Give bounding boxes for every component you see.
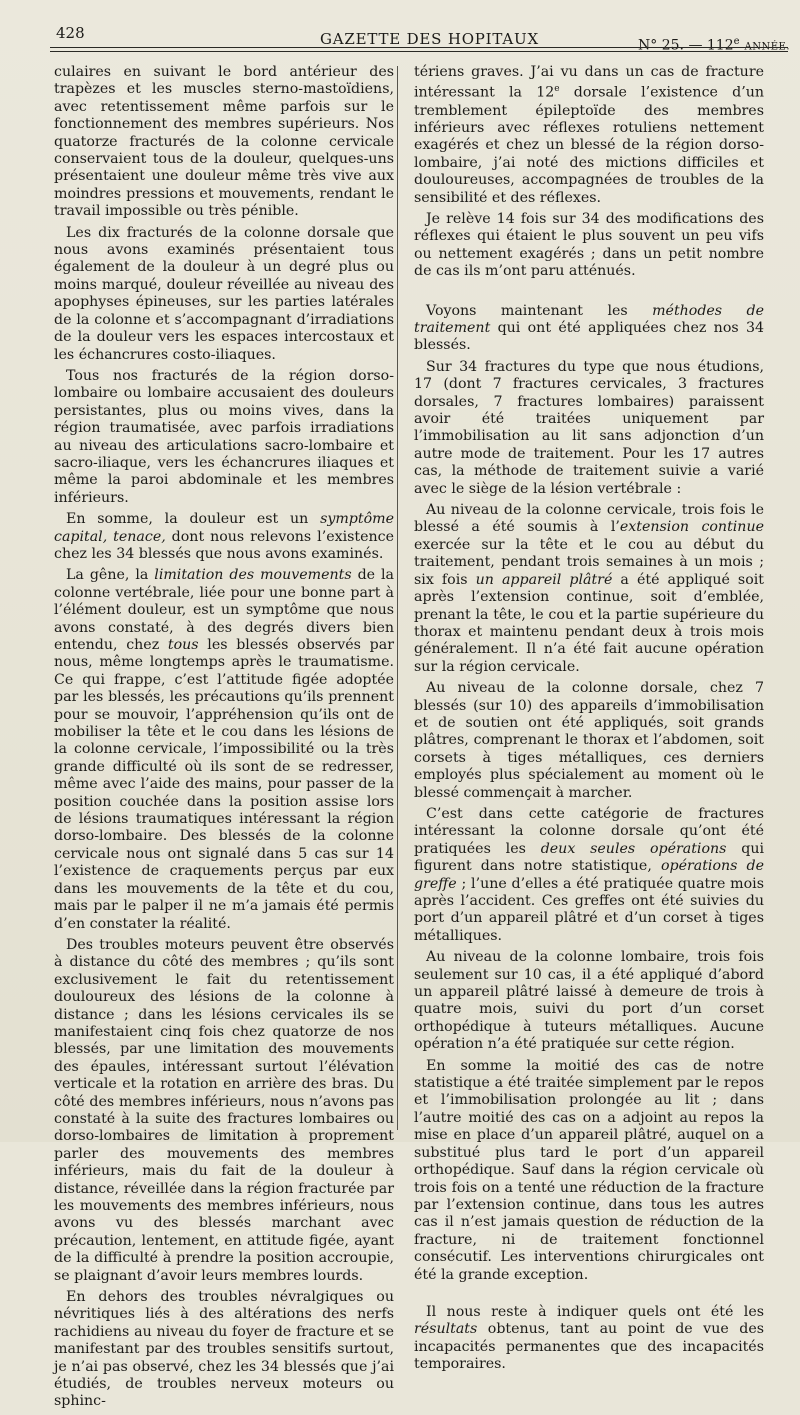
- italic-phrase: symptôme capital, tenace,: [54, 511, 394, 545]
- text-run: Au niveau de la colonne dorsale, chez 7 blessés (sur 10) des appareils d’immobilisation et de soutien ont été appliqués, soit grands plâtres, comprenant le thorax et l’abdomen, soit corsets à tiges métalliques, ces derniers employés plus spécialement au moment où le blessé commençait à marcher.: [414, 680, 764, 801]
- text-run: les blessés observés par nous, même longtemps après le traumatisme. Ce qui frappe, c’est l’attitude figée adoptée par les blessés, les précautions qu’ils prennent pour se mouvoir, l’appréhension qu’ils ont de mobiliser la tête et le cou dans les lésions de la colonne cervicale, l’impossibilité ou la très grande difficulté où ils sont de se redresser, même avec l’aide des mains, pour passer de la position couchée dans la position assise lors de lésions traumatiques intéressant la région dorso-lombaire. Des blessés de la colonne cervicale nous ont signalé dans 5 cas sur 14 l’existence de craquements perçus par eux dans les mouvements de la tête et du cou, mais par le palper il ne m’a jamais été permis d’en constater la réalité.: [54, 637, 394, 932]
- right-paragraph-9: [414, 1058, 764, 1284]
- italic-phrase: résultats: [414, 1321, 478, 1338]
- italic-phrase: deux seules opérations: [540, 840, 727, 857]
- italic-phrase: un appareil plâtré: [475, 571, 613, 588]
- left-column: [54, 64, 394, 1415]
- italic-phrase: tous: [167, 637, 199, 653]
- header-rule-thick: [50, 47, 788, 48]
- text-run: Je relève 14 fois sur 34 des modifications des réflexes qui étaient le plus souvent un peu vifs ou nettement exagérés ; dans un petit nombre de cas ils m’ont paru atténués.: [414, 210, 764, 280]
- italic-phrase: opérations de greffe: [414, 858, 764, 892]
- left-paragraph-5: [54, 567, 394, 933]
- text-run: a été appliqué soit après l’extension continue, soit d’emblée, prenant la tête, le cou et la partie supérieure du thorax et maintenu pendant deux à trois mois généralement. Il n’a été fait aucune opération sur la région cervicale.: [414, 571, 764, 675]
- italic-phrase: limitation des mouvements: [154, 567, 352, 584]
- text-run: exercée sur la tête et le cou au début du traitement, pendant trois semaines à un mois ; six fois: [414, 536, 764, 588]
- right-paragraph-2: [414, 211, 764, 281]
- text-run: C’est dans cette catégorie de fractures intéressant la colonne dorsale qu’ont été pratiquées les: [414, 805, 764, 857]
- text-run: qui figurent dans notre statistique,: [414, 840, 765, 875]
- right-paragraph-4: [414, 359, 764, 498]
- right-paragraph-10: [414, 1304, 764, 1374]
- left-paragraph-7: [54, 1289, 394, 1411]
- left-paragraph-2: [54, 225, 394, 364]
- page-number: 428: [56, 24, 85, 42]
- left-paragraph-4: [54, 511, 394, 563]
- text-run: de la colonne vertébrale, liée pour une bonne part à l’élément douleur, est un symptôme que nous avons constaté, à des degrés divers bien entendu, chez: [54, 567, 394, 653]
- text-run: ; l’une d’elles a été pratiquée quatre mois après l’accident. Ces greffes ont été suivies du port d’un appareil plâtré et d’un corset à tiges métalliques.: [414, 875, 764, 944]
- text-run: Les dix fracturés de la colonne dorsale que nous avons examinés présentaient tous également de la douleur à un degré plus ou moins marqué, douleur réveillée au niveau des apophyses épineuses, sur les parties latérales de la colonne et s’accompagnant d’irradiations de la douleur vers les espaces intercostaux et les échancrures costo-iliaques.: [54, 224, 394, 363]
- text-run: dorsale l’existence d’un tremblement épileptoïde des membres inférieurs avec réflexes rotuliens nettement exagérés et chez un blessé de la région dorso-lombaire, j’ai noté des mictions difficiles et douloureuses, accompagnées de troubles de la sensibilité et des réflexes.: [414, 85, 764, 206]
- right-paragraph-7: [414, 806, 764, 945]
- right-paragraph-5: [414, 502, 764, 676]
- superscript: e: [554, 84, 560, 95]
- issue-ordinal: e: [733, 36, 741, 47]
- text-run: En somme, la douleur est un: [66, 511, 321, 528]
- italic-phrase: extension continue: [619, 519, 764, 536]
- text-run: qui ont été appliquées chez nos 34 blessés.: [414, 320, 764, 354]
- left-paragraph-6: [54, 937, 394, 1285]
- right-paragraph-8: [414, 949, 764, 1053]
- right-paragraph-1: [414, 64, 764, 207]
- italic-phrase: méthodes de traitement: [414, 302, 764, 337]
- text-run: Voyons maintenant les: [426, 302, 653, 319]
- text-run: Tous nos fracturés de la région dorso-lombaire ou lombaire accusaient des douleurs persistantes, plus ou moins vives, dans la région traumatisée, avec parfois irradiations au niveau des articulations sacro-lombaire et sacro-iliaque, vers les échancrures iliaques et même la paroi abdominale et les membres inférieurs.: [54, 367, 394, 506]
- text-run: Au niveau de la colonne cervicale, trois fois le blessé a été soumis à l’: [414, 502, 764, 536]
- text-run: En somme la moitié des cas de notre statistique a été traitée simplement par le repos et l’immobilisation prolongée au lit ; dans l’autre moitié des cas on a adjoint au repos la mise en place d’un appareil plâtré, auquel on a substitué plus tard le port d’un appareil orthopédique. Sauf dans la région cervicale où trois fois on a tenté une réduction de la fracture par l’extension continue, dans tous les autres cas il n’est jamais question de réduction de la fracture, ni de traitement fonctionnel consécutif. Les interventions chirurgicales ont été la grande exception.: [414, 1057, 764, 1283]
- text-run: La gêne, la: [66, 567, 155, 584]
- text-run: En dehors des troubles névralgiques ou névritiques liés à des altérations des nerfs rachidiens au niveau du foyer de fracture et se manifestant par des troubles sensitifs surtout, je n’ai pas observé, chez les 34 blessés que j’ai étudiés, de troubles nerveux moteurs ou sphinc-: [54, 1289, 394, 1410]
- right-paragraph-6: [414, 680, 764, 802]
- left-paragraph-3: [54, 368, 394, 507]
- publication-title: GAZETTE DES HOPITAUX: [320, 30, 539, 48]
- header-rule-thin: [50, 51, 788, 52]
- issue-number: N° 25. — 112: [638, 37, 734, 54]
- text-run: Des troubles moteurs peuvent être observés à distance du côté des membres ; qu’ils sont exclusivement le fait du retentissement douloureux des lésions de la colonne à distance ; dans les lésions cervicales ils se manifestaient cinq fois chez quatorze de nos blessés, par une limitation des mouvements des épaules, intéressant surtout l’élévation verticale et la rotation en arrière des bras. Du côté des membres inférieurs, nous n’avons pas constaté à la suite des fractures lombaires ou dorso-lombaires de limitation à proprement parler des mouvements des membres inférieurs, mais du fait de la douleur à distance, réveillée dans la région fracturée par les mouvements des membres inférieurs, nous avons vu des blessés marchant avec précaution, lentement, en attitude figée, ayant de la difficulté à prendre la position accroupie, se plaignant d’avoir leurs membres lourds.: [54, 936, 394, 1284]
- text-run: Sur 34 fractures du type que nous étudions, 17 (dont 7 fractures cervicales, 3 fractures dorsales, 7 fractures lombaires) paraissent avoir été traitées uniquement par l’immobilisation au lit sans adjonction d’un autre mode de traitement. Pour les 17 autres cas, la méthode de traitement suivie a varié avec le siège de la lésion vertébrale :: [414, 358, 764, 497]
- left-paragraph-1: [54, 64, 394, 221]
- text-run: obtenus, tant au point de vue des incapacités permanentes que des incapacités temporaires.: [414, 1321, 764, 1373]
- text-run: Au niveau de la colonne lombaire, trois fois seulement sur 10 cas, il a été appliqué d’abord un appareil plâtré laissé à demeure de trois à quatre mois, suivi du port d’un corset orthopédique à tuteurs métalliques. Aucune opération n’a été pratiquée sur cette région.: [414, 949, 764, 1053]
- text-run: dont nous relevons l’existence chez les 34 blessés que nous avons examinés.: [54, 528, 394, 562]
- text-run: culaires en suivant le bord antérieur des trapèzes et les muscles sterno-mastoïdiens, avec retentissement même parfois sur le fonctionnement des membres supérieurs. Nos quatorze fracturés de la colonne cervicale conservaient tous de la douleur, quelques-uns présentaient une douleur même très vive aux moindres pressions et mouvements, rendant le travail impossible ou très pénible.: [54, 64, 394, 220]
- right-paragraph-3: [414, 303, 764, 355]
- text-run: Il nous reste à indiquer quels ont été les: [426, 1303, 764, 1320]
- right-column: [414, 64, 764, 1378]
- column-divider: [397, 66, 398, 1130]
- issue-year-label: ANNÉE.: [744, 41, 790, 53]
- text-run: tériens graves. J’ai vu dans un cas de fracture intéressant la 12: [414, 64, 764, 102]
- page-header: [48, 20, 790, 60]
